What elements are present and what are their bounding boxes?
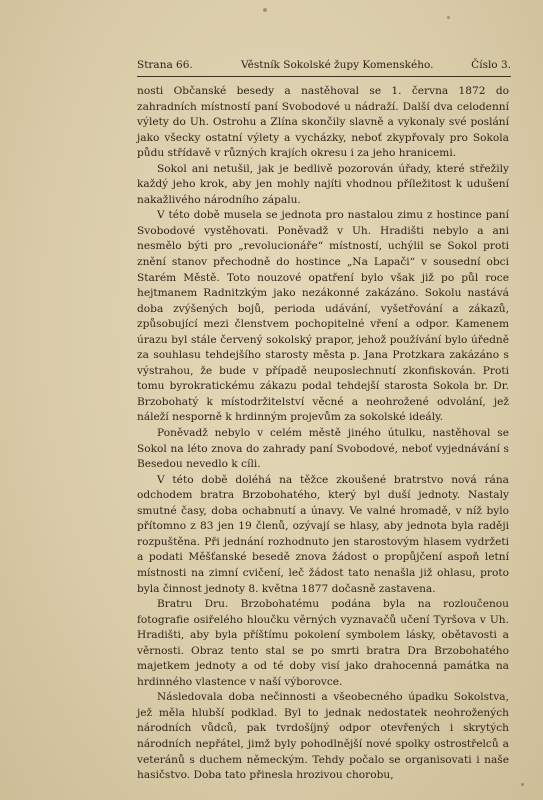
paragraph: Následovala doba nečinnosti a všeobecného úpadku Sokolstva, jež měla hlubší podklad. Byl to jednak nedostatek neohrožených národních vůdců, pak tvrdošíjný odpor otevřených i skrytých národních nepřátel, jimž byly pohodlnější nové spolky ostrostřelců a veteránů s duchem německým. Tehdy počalo se organisovati i naše hasičstvo. Doba tato přinesla hrozivou chorobu,: [137, 691, 509, 782]
paragraph: V této době doléhá na těžce zkoušené bratrstvo nová rána odchodem bratra Brzobohatého, který byl duší jednoty. Nastaly smutné časy, doba ochabnutí a únavy. Ve valné hromadě, v níž bylo přítomno z 83 jen 19 členů, ozývají se hlasy, aby jednota byla raději rozpuštěna. Při jednání rozhodnuto jen starostovým hlasem vydržeti a podati Měšťanské besedě znova žádost o propůjčení aspoň letní místnosti na zimní cvičení, leč žádost tato nenašla již ohlasu, proto byla činnost jednoty 8. května 1877 dočasně zastavena.: [137, 473, 509, 595]
issue-number: Číslo 3.: [471, 59, 511, 71]
paragraph: nosti Občanské besedy a nastěhoval se 1. června 1872 do zahradních místností paní Svobodové u nádraží. Další dva celodenní výlety do Uh. Ostrohu a Zlína skončily slavně a vykonaly své poslání jako všecky ostatní výlety a vycházky, neboť zkypřovaly pro Sokola půdu střídavě v různých krajích okresu i za jeho hranicemi.: [137, 85, 509, 160]
journal-title: Věstník Sokolské župy Komenského.: [241, 59, 434, 71]
paper-speck: [447, 16, 450, 19]
paragraph: Poněvadž nebylo v celém městě jiného útulku, nastěhoval se Sokol na léto znova do zahrady paní Svobodové, neboť vyjednávání s Besedou nevedlo k cíli.: [137, 427, 509, 471]
paragraph: V této době musela se jednota pro nastalou zimu z hostince paní Svobodové vystěhovati. Poněvadž v Uh. Hradišti nebylo a ani nesmělo býti pro „revolucionáře“ místností, uchýlil se Sokol proti znění stanov přechodně do hostince „Na Lapači“ v sousední obci Starém Městě. Toto nouzové opatření bylo však již po půl roce hejtmanem Radnitzkým jako nezákonné zakázáno. Sokolu nastává doba zvýšených bojů, perioda udávání, vyšetřování a zákazů, způsobující mezi členstvem pochopitelné vření a odpor. Kamenem úrazu byl stále červený sokolský prapor, jehož používání bylo úředně za souhlasu tehdejšího starosty města p. Jana Protzkara zakázáno s výstrahou, že bude v případě neuposlechnutí zkonfiskován. Proti tomu byrokratickému zákazu podal tehdejší starosta Sokola br. Dr. Brzobohatý k místodržitelství věcné a neohrožené odvolání, jež náleží nesporně k hrdinným projevům za sokolské ideály.: [137, 209, 509, 424]
header-rule: [137, 76, 511, 77]
paragraph: Sokol ani netušil, jak je bedlivě pozorován úřady, které střežily každý jeho krok, aby jen mohly najíti vhodnou příležitost k udušení nakažlivého národního zápalu.: [137, 162, 509, 206]
paper-speck: [263, 8, 267, 12]
running-header: [137, 59, 511, 75]
page-number: Strana 66.: [137, 59, 193, 71]
article-body: [137, 84, 509, 784]
paper-speck: [521, 783, 524, 786]
paragraph: Bratru Dru. Brzobohatému podána byla na rozloučenou fotografie osiřelého hloučku věrných vyznavačů učení Tyršova v Uh. Hradišti, aby byla příštímu pokolení symbolem lásky, obětavosti a věrnosti. Obraz tento stal se po smrti bratra Dra Brzobohatého majetkem jednoty a od té doby visí jako drahocenná památka na hrdinného vlastence v naší výborovce.: [137, 598, 509, 688]
